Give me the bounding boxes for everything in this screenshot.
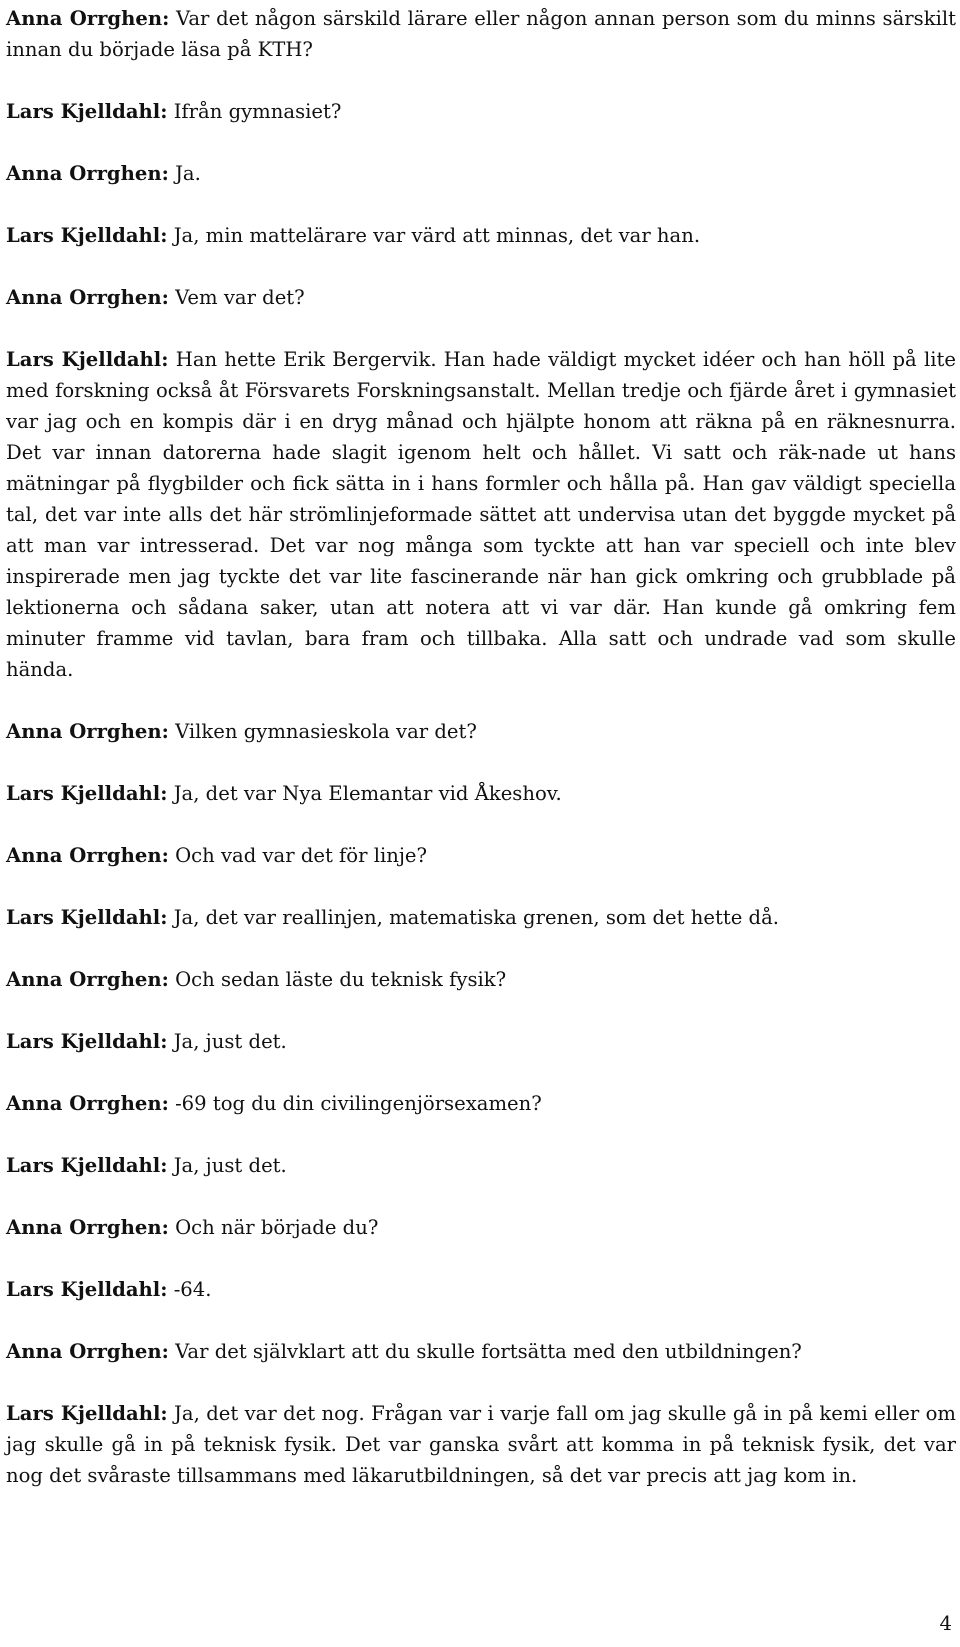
speaker-name: Lars Kjelldahl: [6, 782, 168, 805]
utterance-text: Ja, min mattelärare var värd att minnas, det var han. [173, 224, 701, 247]
page-number: 4 [939, 1612, 952, 1635]
transcript-turn [6, 158, 956, 189]
speaker-name: Lars Kjelldahl: [6, 224, 168, 247]
utterance-text: -69 tog du din civilingenjörsexamen? [175, 1092, 542, 1115]
transcript-turn [6, 902, 956, 933]
transcript-turn [6, 3, 956, 65]
transcript-turn [6, 964, 956, 995]
utterance-text: -64. [173, 1278, 212, 1301]
speaker-name: Anna Orrghen: [6, 7, 170, 30]
transcript-turn [6, 1398, 956, 1491]
utterance-text: Var det någon särskild lärare eller någon annan person som du minns särskilt innan du började läsa på KTH? [6, 7, 956, 61]
utterance-text: Och vad var det för linje? [175, 844, 428, 867]
transcript-turn [6, 840, 956, 871]
transcript-turn [6, 1212, 956, 1243]
transcript-turn [6, 1026, 956, 1057]
utterance-text: Var det självklart att du skulle fortsätta med den utbildningen? [175, 1340, 802, 1363]
utterance-text: Och sedan läste du teknisk fysik? [175, 968, 507, 991]
utterance-text: Ja, det var reallinjen, matematiska grenen, som det hette då. [173, 906, 779, 929]
transcript-turn [6, 344, 956, 685]
speaker-name: Anna Orrghen: [6, 286, 169, 309]
speaker-name: Lars Kjelldahl: [6, 1278, 168, 1301]
utterance-text: Ja, just det. [173, 1030, 287, 1053]
speaker-name: Anna Orrghen: [6, 1216, 169, 1239]
speaker-name: Anna Orrghen: [6, 968, 169, 991]
utterance-text: Han hette Erik Bergervik. Han hade väldigt mycket idéer och han höll på lite med forskning också åt Försvarets Forskningsanstalt. Mellan tredje och fjärde året i gymnasiet var jag och en kompis där i en dryg månad och hjälpte honom att räkna på en räknesnurra. Det var innan datorerna hade slagit igenom helt och hållet. Vi satt och räk-nade ut hans mätningar på flygbilder och fick sätta in i hans formler och hålla på. Han gav väldigt speciella tal, det var inte alls det här strömlinjeformade sättet att undervisa utan det byggde mycket på att man var intresserad. Det var nog många som tyckte att han var speciell och inte blev inspirerade men jag tyckte det var lite fascinerande när han gick omkring och grubblade på lektionerna och sådana saker, utan att notera att vi var där. Han kunde gå omkring fem minuter framme vid tavlan, bara fram och tillbaka. Alla satt och undrade vad som skulle hända. [6, 348, 956, 681]
speaker-name: Anna Orrghen: [6, 844, 169, 867]
speaker-name: Lars Kjelldahl: [6, 906, 168, 929]
speaker-name: Lars Kjelldahl: [6, 100, 168, 123]
speaker-name: Lars Kjelldahl: [6, 1154, 168, 1177]
transcript-turn [6, 282, 956, 313]
speaker-name: Lars Kjelldahl: [6, 1030, 168, 1053]
speaker-name: Anna Orrghen: [6, 720, 169, 743]
speaker-name: Anna Orrghen: [6, 1340, 169, 1363]
utterance-text: Ja, det var Nya Elemantar vid Åkeshov. [173, 782, 562, 805]
transcript-turn [6, 1336, 956, 1367]
transcript-turn [6, 1274, 956, 1305]
speaker-name: Anna Orrghen: [6, 162, 169, 185]
speaker-name: Anna Orrghen: [6, 1092, 169, 1115]
transcript-turn [6, 96, 956, 127]
interview-transcript [6, 3, 956, 1522]
utterance-text: Ja, just det. [173, 1154, 287, 1177]
transcript-turn [6, 716, 956, 747]
speaker-name: Lars Kjelldahl: [6, 1402, 168, 1425]
utterance-text: Ifrån gymnasiet? [173, 100, 342, 123]
utterance-text: Ja. [175, 162, 201, 185]
utterance-text: Ja, det var det nog. Frågan var i varje fall om jag skulle gå in på kemi eller om jag skulle gå in på teknisk fysik. Det var ganska svårt att komma in på teknisk fysik, det var nog det svåraste tillsammans med läkarutbildningen, så det var precis att jag kom in. [6, 1402, 956, 1487]
utterance-text: Vilken gymnasieskola var det? [175, 720, 477, 743]
utterance-text: Vem var det? [175, 286, 305, 309]
utterance-text: Och när började du? [175, 1216, 379, 1239]
transcript-turn [6, 1150, 956, 1181]
speaker-name: Lars Kjelldahl: [6, 348, 169, 371]
transcript-turn [6, 1088, 956, 1119]
transcript-turn [6, 778, 956, 809]
transcript-turn [6, 220, 956, 251]
